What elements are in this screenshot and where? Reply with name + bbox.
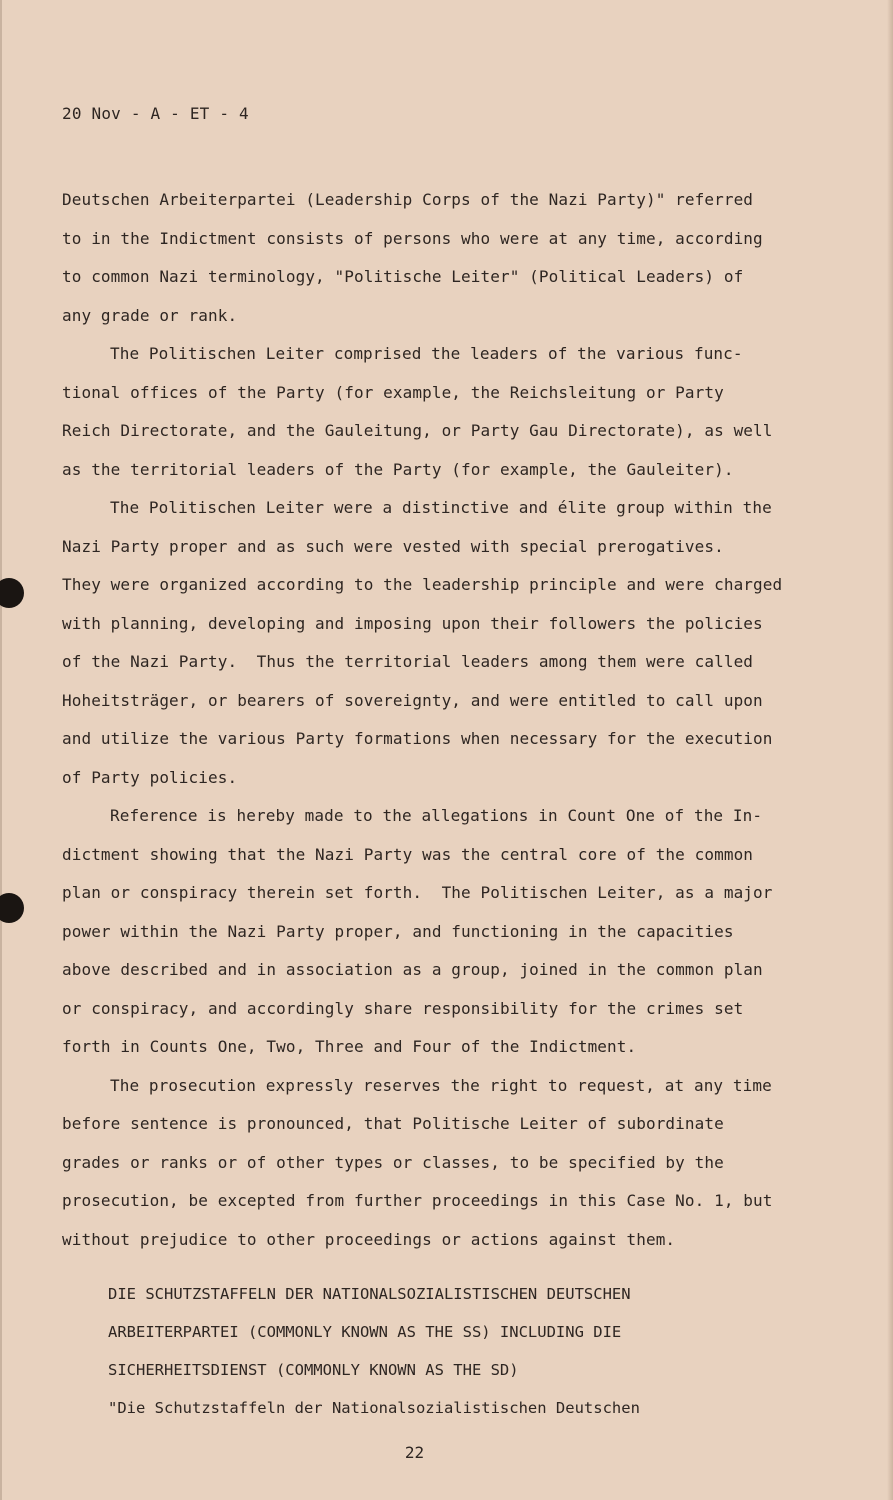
text-line: plan or conspiracy therein set forth. The Politischen Leiter, as a major [62,883,773,902]
text-line: The Politischen Leiter comprised the leaders of the various func- [110,344,743,363]
text-line: They were organized according to the leadership principle and were charged [62,575,783,594]
text-line: dictment showing that the Nazi Party was the central core of the common [62,844,754,864]
page-number: 22 [404,1443,425,1462]
text-line: The Politischen Leiter were a distinctive and élite group within the [110,498,772,517]
text-line: grades or ranks or of other types or classes, to be specified by the [62,1152,724,1172]
text-line: forth in Counts One, Two, Three and Four of the Indictment. [62,1037,637,1056]
section-heading-line: SICHERHEITSDIENST (COMMONLY KNOWN AS THE SD) [108,1361,519,1379]
text-line: and utilize the various Party formations when necessary for the execution [62,729,773,748]
text-line: as the territorial leaders of the Party (for example, the Gauleiter). [62,459,734,479]
document-reference: 20 Nov - A - ET - 4 [62,104,249,123]
text-line: any grade or rank. [62,305,238,325]
text-line: Hoheitsträger, or bearers of sovereignty, and were entitled to call upon [62,690,763,710]
text-line: to common Nazi terminology, "Politische Leiter" (Political Leaders) of [62,267,744,286]
text-line: Nazi Party proper and as such were vested with special prerogatives. [62,536,724,556]
section-heading [108,1275,808,1427]
text-line: above described and in association as a group, joined in the common plan [62,960,763,979]
text-line: Reich Directorate, and the Gauleitung, or Party Gau Directorate), as well [62,421,773,440]
text-line: or conspiracy, and accordingly share responsibility for the crimes set [62,998,744,1018]
body-text [62,181,822,1259]
text-line: Reference is hereby made to the allegations in Count One of the In- [110,806,763,825]
text-line: prosecution, be excepted from further proceedings in this Case No. 1, but [62,1191,773,1210]
punch-hole [0,893,24,923]
section-text-line: "Die Schutzstaffeln der Nationalsozialistischen Deutschen [108,1399,640,1417]
text-line: power within the Nazi Party proper, and functioning in the capacities [62,921,734,941]
text-line: to in the Indictment consists of persons who were at any time, according [62,228,763,248]
section-heading-line: DIE SCHUTZSTAFFELN DER NATIONALSOZIALISTISCHEN DEUTSCHEN [108,1285,631,1303]
text-line: with planning, developing and imposing upon their followers the policies [62,613,763,633]
punch-hole [0,578,24,608]
section-heading-line: ARBEITERPARTEI (COMMONLY KNOWN AS THE SS) INCLUDING DIE [108,1323,622,1341]
text-line: of Party policies. [62,767,238,787]
text-line: Deutschen Arbeiterpartei (Leadership Corps of the Nazi Party)" referred [62,190,754,209]
text-line: before sentence is pronounced, that Politische Leiter of subordinate [62,1114,724,1133]
text-line: without prejudice to other proceedings or actions against them. [62,1229,676,1249]
text-line: tional offices of the Party (for example, the Reichsleitung or Party [62,382,724,402]
text-line: The prosecution expressly reserves the right to request, at any time [110,1075,772,1095]
text-line: of the Nazi Party. Thus the territorial leaders among them were called [62,652,754,671]
